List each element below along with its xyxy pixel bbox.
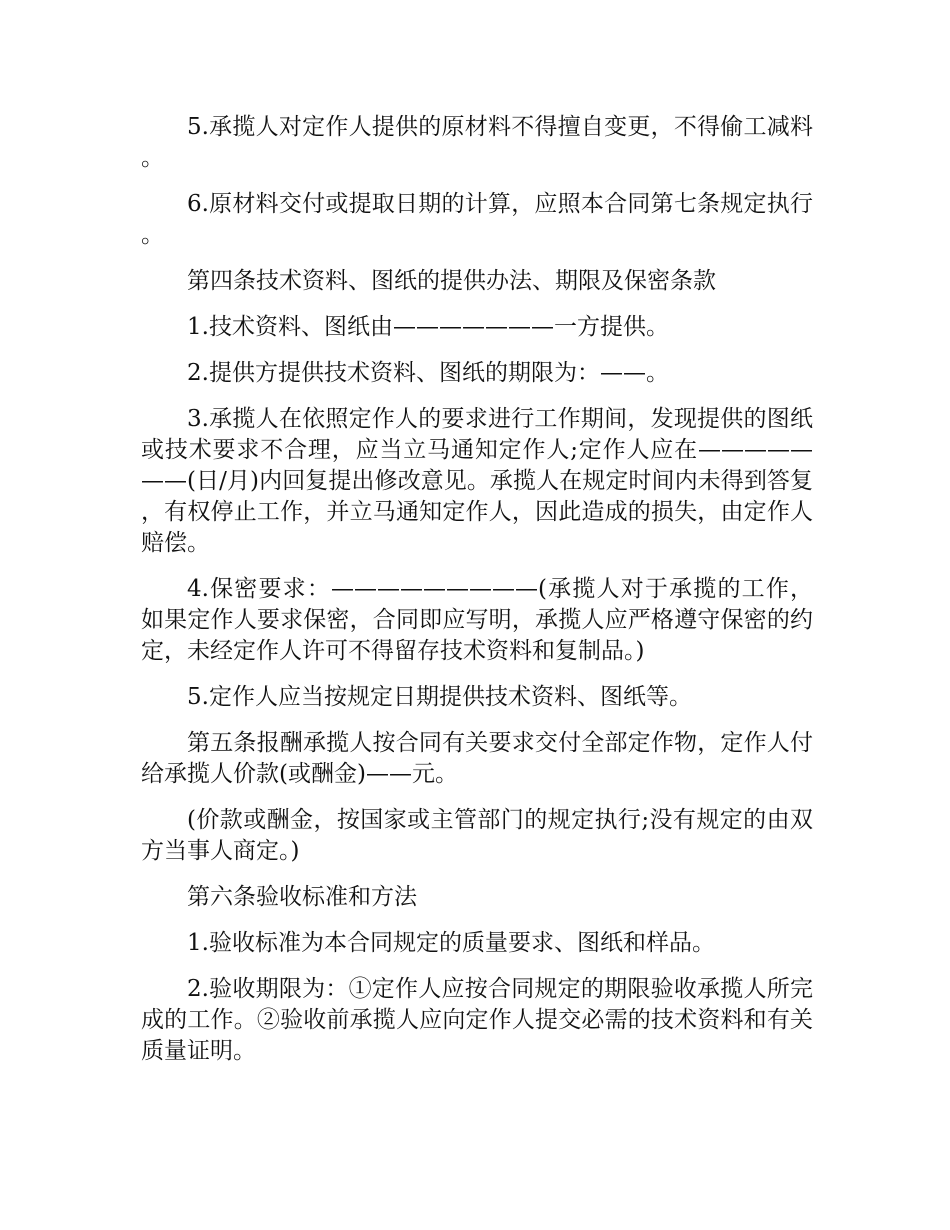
clause-5-heading: 第五条报酬承揽人按合同有关要求交付全部定作物，定作人付给承揽人价款(或酬金)——元。 — [141, 730, 813, 787]
clause-3-item-6: 6.原材料交付或提取日期的计算，应照本合同第七条规定执行。 — [141, 191, 813, 248]
clause-5-note: (价款或酬金，按国家或主管部门的规定执行;没有规定的由双方当事人商定。) — [141, 807, 813, 864]
clause-6-heading: 第六条验收标准和方法 — [187, 884, 417, 910]
clause-4-item-5: 5.定作人应当按规定日期提供技术资料、图纸等。 — [187, 684, 692, 710]
clause-6-item-2: 2.验收期限为：①定作人应按合同规定的期限验收承揽人所完成的工作。②验收前承揽人应向定作人提交必需的技术资料和有关质量证明。 — [141, 976, 813, 1064]
clause-4-item-1: 1.技术资料、图纸由———————一方提供。 — [187, 314, 669, 340]
clause-6-item-1: 1.验收标准为本合同规定的质量要求、图纸和样品。 — [187, 930, 715, 956]
clause-4-heading: 第四条技术资料、图纸的提供办法、期限及保密条款 — [187, 268, 716, 294]
document-body — [141, 112, 813, 1082]
clause-3-item-5: 5.承揽人对定作人提供的原材料不得擅自变更，不得偷工减料。 — [141, 114, 813, 171]
clause-4-item-2: 2.提供方提供技术资料、图纸的期限为：——。 — [187, 360, 669, 386]
clause-4-item-4: 4.保密要求：—————————(承揽人对于承揽的工作，如果定作人要求保密，合同即应写明，承揽人应严格遵守保密的约定，未经定作人许可不得留存技术资料和复制品。) — [141, 576, 813, 664]
clause-4-item-3: 3.承揽人在依照定作人的要求进行工作期间，发现提供的图纸或技术要求不合理，应当立马通知定作人;定作人应在———————(日/月)内回复提出修改意见。承揽人在规定时间内未得到答复，有权停止工作，并立马通知定作人，因此造成的损失，由定作人赔偿。 — [141, 406, 813, 556]
